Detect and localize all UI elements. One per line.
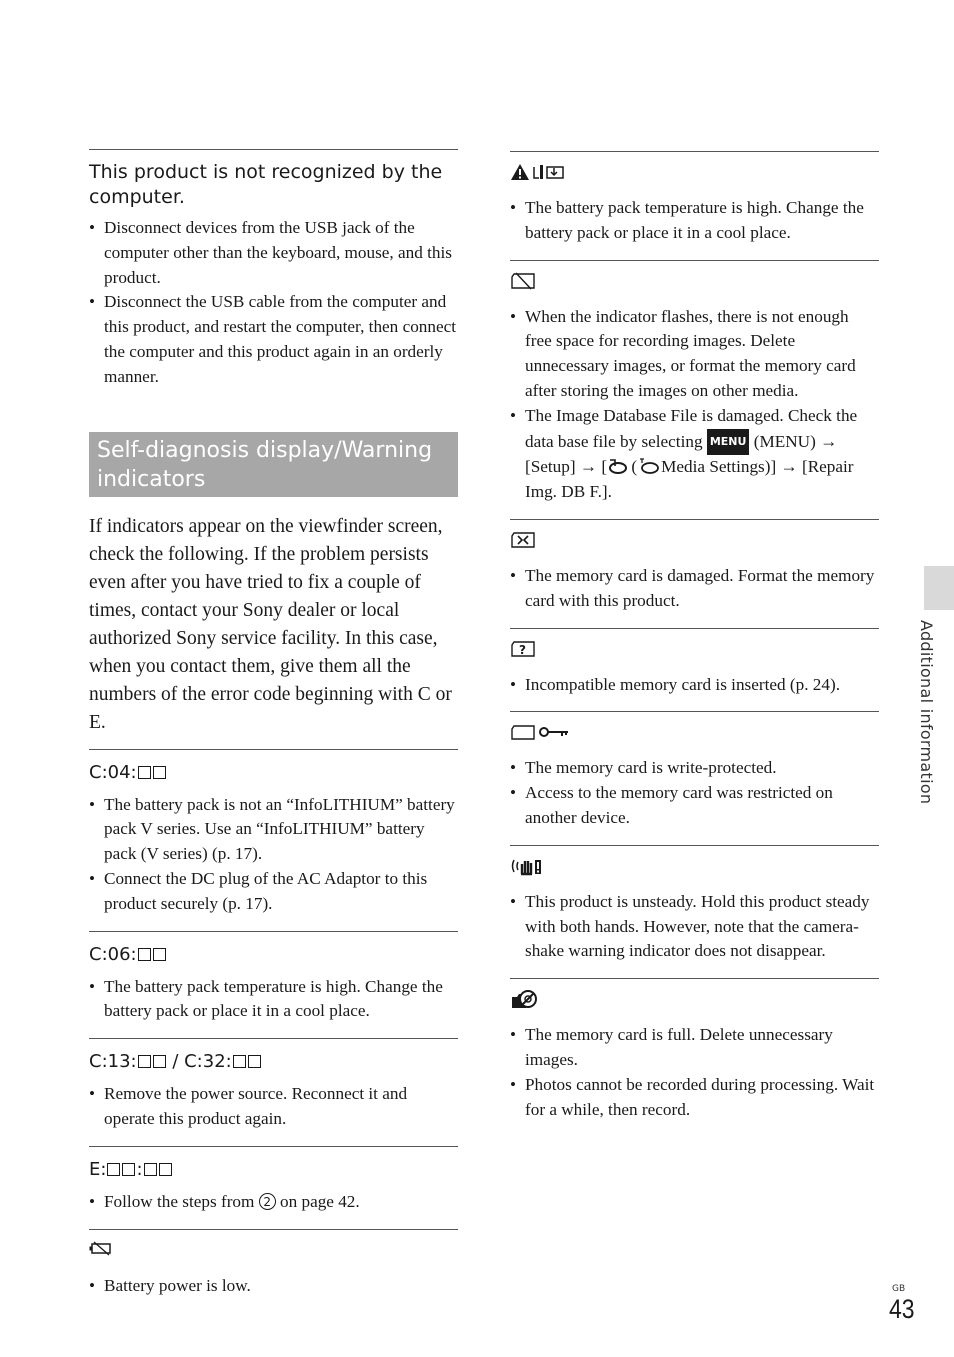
bullet-text: Media Settings)] → [Repair Img. DB F.]. [525,457,854,502]
bullet-text: ( [627,457,638,477]
card-full-list [510,1023,879,1122]
list-item: • This product is unsteady. Hold this product steady with both hands. However, note that the camera-shake warning indicator does not disappear. [510,890,879,964]
recognition-section [89,149,458,404]
error-c04-section [89,749,458,931]
list-item: • The battery pack is not an “InfoLITHIUM” battery pack V series. Use an “InfoLITHIUM” battery pack (V series) (p. 17). [89,793,458,867]
incompatible-memory-card-icon [510,629,879,673]
list-item: • When the indicator flashes, there is not enough free space for recording images. Delete unnecessary images, or format the memory card after storing the images on other media. [510,305,879,404]
error-code-colon: : [136,1158,143,1180]
list-item: • Incompatible memory card is inserted (p. 24). [510,673,879,698]
placeholder-square-icon [144,1163,157,1176]
bullet-text: The Image Database File is damaged. Check the data base file by selecting [525,405,858,451]
incompatible-list [510,673,879,698]
placeholder-square-icon [138,1055,151,1068]
battery-low-icon [89,1230,458,1274]
error-code-label: C:13: [89,1051,137,1073]
c04-list [89,793,458,917]
camera-shake-section [510,845,879,978]
list-item: • Remove the power source. Reconnect it and operate this product again. [89,1082,458,1132]
placeholder-square-icon [153,1055,166,1068]
list-item: • The memory card is full. Delete unnecessary images. [510,1023,879,1073]
circled-number: 2 [259,1193,276,1210]
side-tab-marker [924,566,954,610]
battery-low-section [89,1229,458,1313]
list-item: • Connect the DC plug of the AC Adaptor to this product securely (p. 17). [89,867,458,917]
placeholder-square-icon [122,1163,135,1176]
error-code-c06 [89,932,458,975]
bullet-text: Follow the steps from [104,1191,259,1211]
photo-recording-disabled-icon [510,979,879,1023]
card-full-section [510,978,879,1136]
damaged-list [510,564,879,614]
list-item: • The battery pack temperature is high. Change the battery pack or place it in a cool place. [89,975,458,1025]
region-code: GB [892,1284,906,1294]
c06-list [89,975,458,1025]
no-card-section [510,260,879,519]
placeholder-square-icon [153,948,166,961]
temperature-list [510,196,879,246]
memory-card-slash-icon [510,261,879,305]
list-item: • Disconnect the USB cable from the computer and this product, and restart the computer, then connect the computer and this product again in an orderly manner. [89,290,458,389]
incompatible-card-section [510,628,879,712]
placeholder-square-icon [233,1055,246,1068]
no-card-list [510,305,879,505]
error-code-c04 [89,750,458,793]
damaged-card-section [510,519,879,628]
list-item: • The memory card is damaged. Format the memory card with this product. [510,564,879,614]
left-column [89,149,458,1312]
side-section-label: Additional information [917,620,936,805]
placeholder-square-icon [153,766,166,779]
list-item: • Access to the memory card was restricted on another device. [510,781,879,831]
error-code-label: C:04: [89,761,137,783]
error-code-label: C:06: [89,943,137,965]
write-protected-section [510,711,879,844]
list-item [510,404,879,505]
error-c13-section [89,1038,458,1146]
battery-temperature-warning-icon [510,152,879,196]
error-code-separator: / C:32: [166,1051,232,1073]
placeholder-square-icon [159,1163,172,1176]
list-item: • Photos cannot be recorded during processing. Wait for a while, then record. [510,1073,879,1123]
write-protected-list [510,756,879,830]
placeholder-square-icon [107,1163,120,1176]
list-item [89,1190,458,1215]
c13-list [89,1082,458,1132]
battery-low-list [89,1274,458,1299]
right-column [510,151,879,1136]
temperature-section [510,151,879,260]
error-code-e [89,1147,458,1190]
page-number: 43 [889,1294,915,1324]
media-settings-icon [607,456,627,474]
placeholder-square-icon [138,766,151,779]
damaged-memory-card-icon [510,520,879,564]
recognition-heading: This product is not recognized by the computer. [89,161,443,208]
error-code-label: E: [89,1158,107,1180]
error-code-c13-c32 [89,1039,458,1082]
e-list [89,1190,458,1215]
camera-shake-warning-icon [510,846,879,890]
write-protected-card-icon [510,712,879,756]
camera-shake-list [510,890,879,964]
bullet-text: on page 42. [275,1191,360,1211]
bullet-text: (MENU) → [Setup] → [ [525,431,838,477]
placeholder-square-icon [138,948,151,961]
recognition-list [89,216,458,390]
list-item: • The battery pack temperature is high. Change the battery pack or place it in a cool place. [510,196,879,246]
list-item: • Disconnect devices from the USB jack of the computer other than the keyboard, mouse, and this product. [89,216,458,290]
placeholder-square-icon [248,1055,261,1068]
error-e-section [89,1146,458,1229]
list-item: • Battery power is low. [89,1274,458,1299]
media-settings-icon [637,456,661,474]
section-banner: Self-diagnosis display/Warning indicators [89,432,458,497]
svg-text:?: ? [519,642,526,657]
error-c06-section [89,931,458,1039]
menu-button-icon: MENU [707,429,750,456]
list-item: • The memory card is write-protected. [510,756,879,781]
intro-paragraph: If indicators appear on the viewfinder screen, check the following. If the problem persists even after you have tried to fix a couple of times, contact your Sony dealer or local authorized Sony service facility. In this case, when you contact them, give them all the numbers of the error code beginning with C or E. [89,515,452,733]
